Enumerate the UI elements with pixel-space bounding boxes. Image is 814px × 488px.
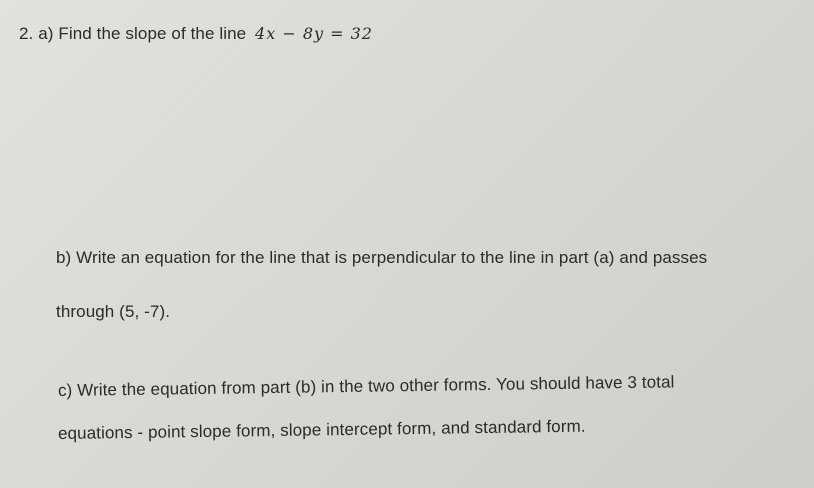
part-b-line-1: b) Write an equation for the line that is perpendicular to the line in part (a) and passes (56, 248, 708, 267)
part-b-line-2: through (5, -7). (56, 302, 171, 321)
part-c-line-2: equations - point slope form, slope intercept form, and standard form. (57, 416, 586, 443)
part-a-equation: 4x − 8y = 32 (255, 24, 373, 43)
question-number: 2. (19, 24, 34, 43)
part-a-text: Find the slope of the line (58, 24, 247, 43)
question-2a (19, 24, 373, 44)
part-a-label: a) (38, 24, 54, 43)
part-c-line-1: c) Write the equation from part (b) in the two other forms. You should have 3 total (57, 372, 675, 400)
